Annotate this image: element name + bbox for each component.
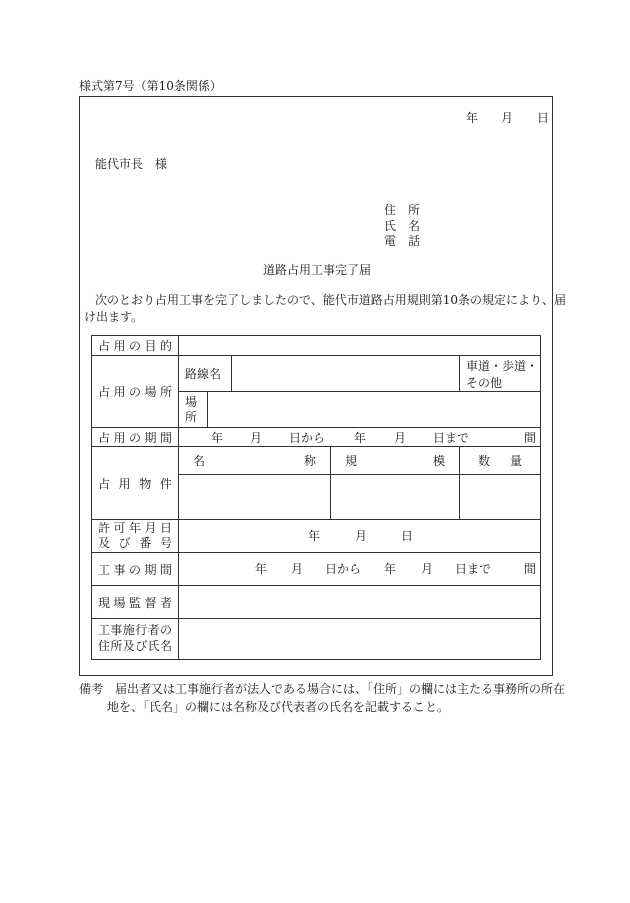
object-spec-input[interactable] [331,475,460,520]
period-m1: 月 [250,431,263,445]
col-spec-header [331,447,460,475]
period-label: 占用の期間 [92,428,179,447]
period-span: 間 [524,431,537,445]
date-year: 年 [466,111,479,125]
permit-label-2: 及び番号 [98,536,172,550]
col-name-header [179,447,331,475]
road-type-options[interactable]: 車道・歩道・その他 [460,356,541,392]
work-period-label: 工事の期間 [92,553,179,586]
col-name-2: 称 [303,454,316,468]
supervisor-label: 現場監督者 [92,586,179,619]
place-label-1: 場 [185,395,198,410]
col-qty-header [460,447,541,475]
place-label-2: 所 [185,409,198,424]
permit-d: 日 [401,529,414,543]
object-name-input[interactable] [179,475,331,520]
route-label: 路線名 [179,356,232,392]
period-y2: 年 [354,431,367,445]
period-value[interactable] [179,428,541,447]
permit-label-1: 許可年月日 [98,521,172,535]
permit-m: 月 [355,529,368,543]
period-d1: 日から [289,431,326,445]
period-y1: 年 [211,431,224,445]
form-number: 様式第7号（第10条関係） [79,79,222,93]
contractor-input[interactable] [179,619,541,660]
work-period-m1: 月 [291,562,304,576]
place-input[interactable] [208,392,541,428]
route-input[interactable] [232,356,460,392]
object-qty-input[interactable] [460,475,541,520]
note-line-1: 備考 届出者又は工事施行者が法人である場合には、「住所」の欄には主たる事務所の所在 [79,682,566,696]
date-day: 日 [537,111,550,125]
permit-value[interactable] [179,520,541,553]
col-spec-1: 規 [345,454,358,468]
period-d2: 日まで [433,431,470,445]
work-period-d2: 日まで [455,562,492,576]
note-line-2: 地を、「氏名」の欄には名称及び代表者の氏名を記載すること。 [107,700,450,714]
work-period-y2: 年 [384,562,397,576]
date-month: 月 [501,111,514,125]
col-qty-2: 量 [510,454,523,468]
permit-label [92,520,179,553]
addressee: 能代市長 様 [95,157,168,171]
intro-line-2: け出ます。 [84,310,144,324]
purpose-input[interactable] [179,336,541,356]
work-period-m2: 月 [421,562,434,576]
permit-y: 年 [308,529,321,543]
applicant-phone-label: 電 話 [384,234,421,248]
applicant-name-label: 氏 名 [384,219,421,233]
work-period-y1: 年 [255,562,268,576]
purpose-label: 占用の目的 [92,336,179,356]
application-table [91,335,541,660]
contractor-label-1: 工事施行者の [98,623,172,638]
work-period-d1: 日から [325,562,362,576]
col-qty-1: 数 [478,454,491,468]
contractor-label [92,619,179,660]
contractor-label-2: 住所及び氏名 [98,639,172,653]
supervisor-input[interactable] [179,586,541,619]
intro-line-1: 次のとおり占用工事を完了しましたので、能代市道路占用規則第10条の規定により、届 [95,293,567,307]
location-label: 占用の場所 [92,356,179,428]
applicant-address-label: 住 所 [384,203,421,217]
work-period-span: 間 [524,562,537,576]
objects-label: 占用物件 [92,447,179,520]
col-name-1: 名 [193,454,206,468]
col-spec-2: 模 [432,454,445,468]
place-label [179,392,208,428]
work-period-value[interactable] [179,553,541,586]
period-m2: 月 [394,431,407,445]
document-title: 道路占用工事完了届 [263,263,372,277]
